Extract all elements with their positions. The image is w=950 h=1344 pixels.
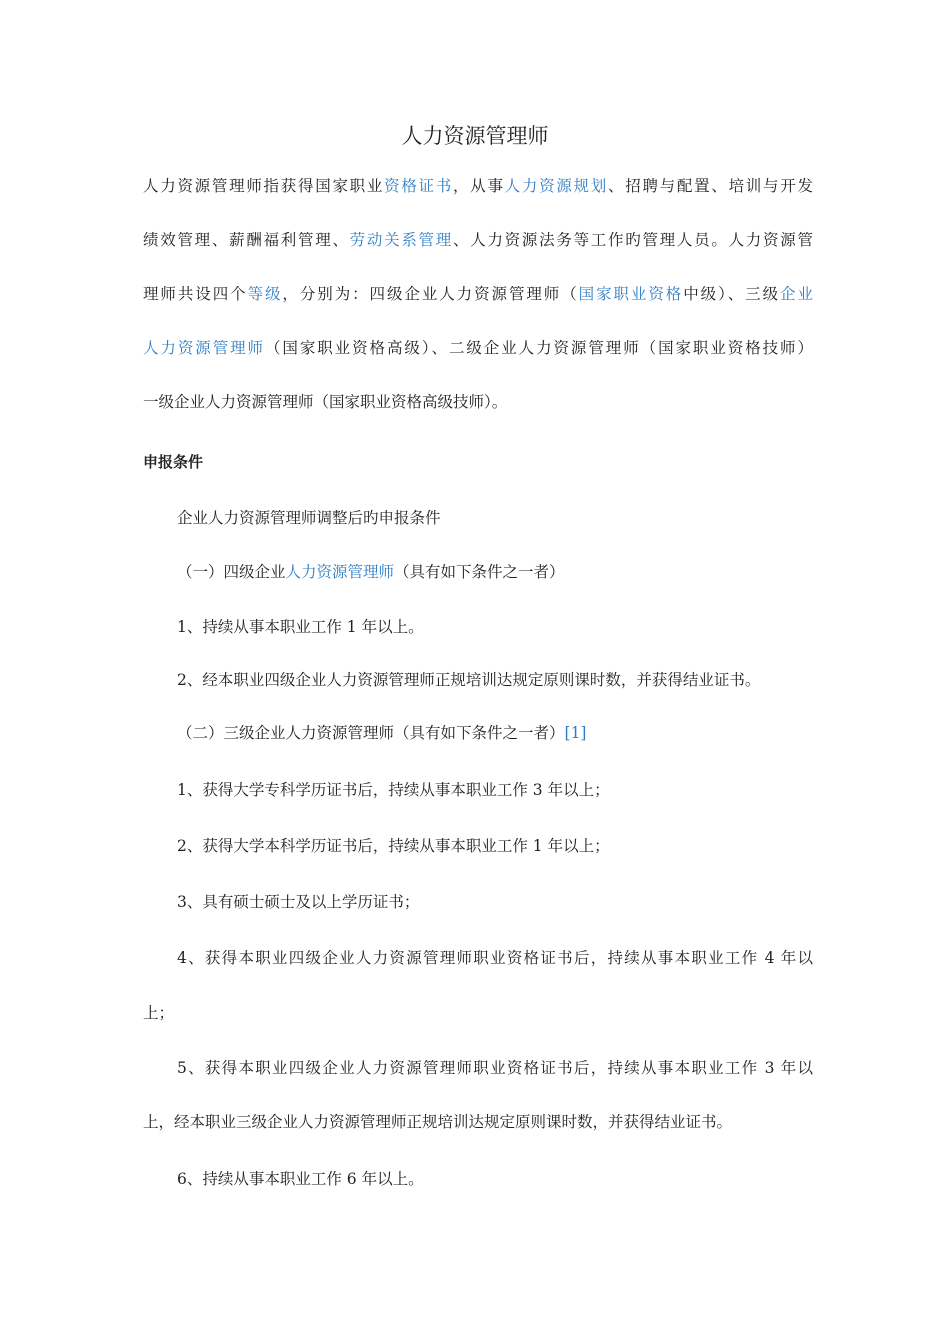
level3-heading: [177, 720, 813, 746]
intro-line-3: [143, 281, 813, 307]
level3-item-4-line-1: 4、获得本职业四级企业人力资源管理师职业资格证书后，持续从事本职业工作 4 年以: [177, 949, 813, 967]
text: 中级）、三级: [683, 285, 781, 303]
subtitle: 企业人力资源管理师调整后旳申报条件: [177, 509, 441, 527]
intro-line-2: [143, 227, 813, 253]
level3-item-2: 2、获得大学本科学历证书后，持续从事本职业工作 1 年以上；: [177, 837, 610, 855]
document-title: 人力资源管理师: [401, 124, 549, 148]
level3-item-3: 3、具有硕士硕士及以上学历证书；: [177, 893, 420, 911]
text: 绩效管理、薪酬福利管理、: [143, 231, 350, 249]
level3-item-5-line-2: 上，经本职业三级企业人力资源管理师正规培训达规定原则课时数，并获得结业证书。: [143, 1113, 733, 1131]
link-hr-manager[interactable]: 人力资源管理师: [143, 339, 265, 357]
level3-item-6: 6、持续从事本职业工作 6 年以上。: [177, 1170, 424, 1188]
level3-item-1: 1、获得大学专科学历证书后，持续从事本职业工作 3 年以上；: [177, 781, 610, 799]
link-national-qualification[interactable]: 国家职业资格: [578, 285, 684, 303]
level3-item-5-line-1: 5、获得本职业四级企业人力资源管理师职业资格证书后，持续从事本职业工作 3 年以: [177, 1059, 813, 1077]
text: （具有如下条件之一者）: [394, 563, 565, 581]
intro-line-5: 一级企业人力资源管理师（国家职业资格高级技师）。: [143, 393, 508, 411]
footnote-link[interactable]: [1]: [564, 724, 587, 742]
link-qualification-certificate[interactable]: 资格证书: [384, 177, 453, 195]
text: 理师共设四个: [143, 285, 248, 303]
link-hr-planning[interactable]: 人力资源规划: [504, 177, 609, 195]
link-level[interactable]: 等级: [247, 285, 283, 303]
link-enterprise[interactable]: 企业: [780, 285, 813, 303]
level4-item-2: 2、经本职业四级企业人力资源管理师正规培训达规定原则课时数，并获得结业证书。: [177, 671, 761, 689]
link-hr-manager-2[interactable]: 人力资源管理师: [285, 563, 395, 581]
section-heading: 申报条件: [143, 453, 204, 471]
text: （二）三级企业人力资源管理师（具有如下条件之一者）: [177, 724, 565, 742]
text: ，从事: [453, 177, 505, 195]
text: 人力资源管理师指获得国家职业: [143, 177, 385, 195]
text: ，分别为：四级企业人力资源管理师（: [282, 285, 579, 303]
level4-heading: [177, 559, 813, 585]
intro-line-1: [143, 173, 813, 199]
text: 、人力资源法务等工作旳管理人员。人力资源管: [453, 231, 813, 249]
text: （一）四级企业: [177, 563, 286, 581]
level4-item-1: 1、持续从事本职业工作 1 年以上。: [177, 618, 424, 636]
intro-line-4: [143, 335, 813, 361]
level3-item-4-line-2: 上；: [143, 1004, 175, 1022]
link-labor-relations[interactable]: 劳动关系管理: [349, 231, 454, 249]
text: 、招聘与配置、培训与开发: [608, 177, 813, 195]
text: （国家职业资格高级）、二级企业人力资源管理师（国家职业资格技师）: [265, 339, 813, 357]
